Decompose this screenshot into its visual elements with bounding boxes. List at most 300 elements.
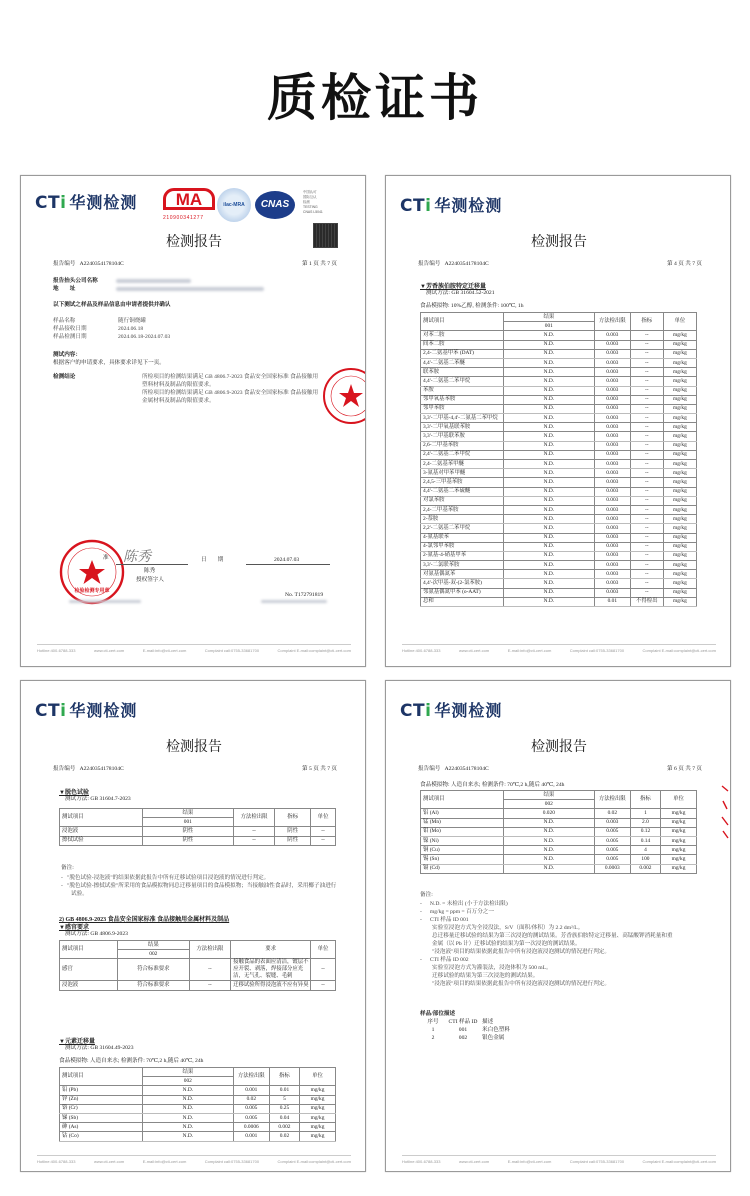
decolor-test-table bbox=[59, 808, 336, 846]
table-cell: -- bbox=[630, 386, 663, 395]
table-row bbox=[421, 855, 697, 864]
table-cell: mg/kg bbox=[663, 588, 696, 597]
table-cell: N.D. bbox=[503, 515, 594, 524]
table-row bbox=[421, 551, 697, 560]
header-cell: 单位 bbox=[311, 941, 336, 959]
table-cell: 0.003 bbox=[594, 414, 630, 423]
table-cell: 0.003 bbox=[594, 432, 630, 441]
table-cell: mg/kg bbox=[663, 496, 696, 505]
note-text: 实验室浸泡方式为全浸没法，S/V（面积/体积）为 2.2 dm²/L。 bbox=[432, 925, 584, 931]
table-cell: 浸泡液 bbox=[60, 981, 118, 990]
table-cell: N.D. bbox=[503, 579, 594, 588]
table-cell: 0.003 bbox=[594, 542, 630, 551]
section-title-sensory: ▼感官要求 bbox=[59, 925, 89, 931]
bullet: - bbox=[420, 909, 422, 915]
table-cell: 邻甲氧基苯胺 bbox=[421, 395, 504, 404]
header-cell: 指标 bbox=[630, 313, 663, 331]
header-cell: 测试项目 bbox=[60, 809, 143, 827]
table-cell: N.D. bbox=[503, 368, 594, 377]
note-line bbox=[420, 916, 661, 924]
table-cell: -- bbox=[630, 423, 663, 432]
table-cell: N.D. bbox=[503, 377, 594, 386]
table-cell: N.D. bbox=[142, 1086, 233, 1095]
table-cell: mg/kg bbox=[663, 478, 696, 487]
table-cell: mg/kg bbox=[300, 1132, 336, 1141]
table-cell: 2,4-二氨基甲苯 (DAT) bbox=[421, 349, 504, 358]
section-title-element: ▼元素迁移量 bbox=[59, 1039, 95, 1045]
header-cell: 测试项目 bbox=[60, 1068, 143, 1086]
address-redacted-2 bbox=[261, 600, 327, 603]
table-cell: -- bbox=[630, 432, 663, 441]
table-cell: mg/kg bbox=[663, 358, 696, 367]
table-cell: 4-氨基联苯 bbox=[421, 533, 504, 542]
sensory-method: 测试方法: GB 4806.9-2023 bbox=[65, 931, 128, 937]
table-row bbox=[421, 469, 697, 478]
table-cell: mg/kg bbox=[663, 349, 696, 358]
table-row bbox=[421, 496, 697, 505]
table-cell: -- bbox=[630, 524, 663, 533]
table-cell: 0.003 bbox=[594, 423, 630, 432]
report-title: 检测报告 bbox=[166, 739, 222, 755]
table-cell: mg/kg bbox=[661, 846, 697, 855]
table-cell: -- bbox=[630, 358, 663, 367]
table-cell: 0.0006 bbox=[233, 1123, 269, 1132]
note-line bbox=[420, 932, 673, 940]
table-cell: 0.002 bbox=[630, 864, 660, 873]
table-cell: 铝 (Al) bbox=[421, 809, 504, 818]
table-cell: 阴性 bbox=[142, 827, 233, 836]
table-cell: 间苯二胺 bbox=[421, 340, 504, 349]
table-cell: N.D. bbox=[503, 597, 594, 606]
table-cell: -- bbox=[630, 460, 663, 469]
table-cell: mg/kg bbox=[661, 864, 697, 873]
table-cell: mg/kg bbox=[663, 386, 696, 395]
table-cell: N.D. bbox=[503, 588, 594, 597]
report-no: 报告编号 A2240354178104C bbox=[418, 261, 489, 267]
table-cell: 0.003 bbox=[594, 368, 630, 377]
page-number: 第 4 页 共 7 页 bbox=[667, 261, 702, 267]
table-cell: mg/kg bbox=[663, 561, 696, 570]
table-cell: mg/kg bbox=[663, 395, 696, 404]
cti-logo: CTi 华测检测 bbox=[35, 701, 138, 721]
table-cell: 苯胺 bbox=[421, 386, 504, 395]
table-row bbox=[421, 533, 697, 542]
approve-label: 准 bbox=[103, 555, 109, 561]
header-cell: 结果 bbox=[503, 313, 594, 322]
table-cell: 0.005 bbox=[594, 855, 630, 864]
conclusion-text: 所检项目的检测结果满足 GB 4806.7-2023 食品安全国家标准 食品接触用 塑料材料及制品的限值要求。 所检项目的检测结果满足 GB 4806.9-2023 食品安全国家标准 食品接触用 金属材料及制品的限值要求。 bbox=[142, 374, 319, 404]
table-cell: -- bbox=[189, 959, 230, 981]
table-cell: -- bbox=[311, 959, 336, 981]
table-cell: 砷 (As) bbox=[60, 1123, 143, 1132]
header-cell: 单位 bbox=[663, 313, 696, 331]
table-cell: N.D. bbox=[503, 505, 594, 514]
table-cell: -- bbox=[311, 836, 336, 845]
table-cell: mg/kg bbox=[663, 404, 696, 413]
header-cell: 方法检出限 bbox=[594, 313, 630, 331]
table-cell: 0.003 bbox=[594, 358, 630, 367]
table-cell: 0.0003 bbox=[594, 864, 630, 873]
table-cell: mg/kg bbox=[663, 432, 696, 441]
table-cell: N.D. bbox=[503, 846, 594, 855]
table-cell: N.D. bbox=[503, 432, 594, 441]
page-number: 第 5 页 共 7 页 bbox=[302, 766, 337, 772]
header-cell: 序号 bbox=[427, 1019, 439, 1025]
table-cell: mg/kg bbox=[663, 450, 696, 459]
table-row bbox=[421, 386, 697, 395]
table-cell: 镉 (Cd) bbox=[421, 864, 504, 873]
sample-id-cell: 002 bbox=[142, 1077, 233, 1086]
table-row bbox=[421, 597, 697, 606]
table-cell: 邻氨基偶氮甲苯 (o-AAT) bbox=[421, 588, 504, 597]
table-header-row bbox=[60, 941, 336, 950]
table-cell: N.D. bbox=[503, 827, 594, 836]
note-text: "浸泡液"项目的结果依据此报告中所有浸泡液浸泡测试的情况进行判定。 bbox=[432, 949, 610, 955]
note-text: 金属（以 Pb 计）迁移试验的结果为第一次浸泡的测试结果。 bbox=[432, 941, 581, 947]
table-cell: -- bbox=[630, 487, 663, 496]
table-cell: 0.003 bbox=[594, 551, 630, 560]
table-cell: 3-氨基对甲苯甲醚 bbox=[421, 469, 504, 478]
table-cell: 0.001 bbox=[233, 1132, 269, 1141]
table-cell: 钼 (Mo) bbox=[421, 827, 504, 836]
table-cell: 5 bbox=[269, 1095, 299, 1104]
table-cell: 2,6-二甲基苯胺 bbox=[421, 441, 504, 450]
header-cell: 要求 bbox=[231, 941, 311, 959]
table-cell: 锡 (Sn) bbox=[421, 855, 504, 864]
footer: Hotline:400-6788-333 www.cti-cert.com E-mail:info@cti-cert.com Complaint call:0755-33681700 Complaint E-mail:complaint@cti-cert.com bbox=[402, 1155, 716, 1164]
header-cell: 测试项目 bbox=[421, 313, 504, 331]
table-row bbox=[60, 959, 336, 981]
address-label: 地 址 bbox=[53, 286, 76, 292]
cti-logo: CTi 华测检测 bbox=[400, 196, 503, 216]
table-row bbox=[421, 827, 697, 836]
table-row bbox=[421, 331, 697, 340]
table-cell: -- bbox=[311, 827, 336, 836]
table-row bbox=[421, 515, 697, 524]
table-cell: 感官 bbox=[60, 959, 118, 981]
table-cell: mg/kg bbox=[663, 505, 696, 514]
table-cell: -- bbox=[630, 331, 663, 340]
report-no: 报告编号 A2240354178104C bbox=[418, 766, 489, 772]
cma-number: 210900341277 bbox=[163, 215, 204, 221]
sample-list bbox=[422, 1018, 542, 1042]
issue-date: 2024.07.03 bbox=[274, 557, 300, 563]
simulant-info: 食品模拟物: 人造自来水; 检测条件: 70℃,2 h,随后 40℃, 24h bbox=[420, 782, 565, 788]
table-cell: 阴性 bbox=[275, 836, 311, 845]
table-row bbox=[421, 358, 697, 367]
note-line bbox=[420, 924, 661, 932]
signer-role: 授权签字人 bbox=[136, 577, 164, 583]
note-text: CTI 样品 ID 002 bbox=[429, 957, 469, 963]
table-cell: 铜 (Cu) bbox=[421, 846, 504, 855]
color-method: 测试方法: GB 31604.7-2023 bbox=[65, 796, 131, 802]
table-cell: 铬 (Cr) bbox=[60, 1104, 143, 1113]
table-cell: 0.003 bbox=[594, 377, 630, 386]
table-cell: 0.003 bbox=[594, 340, 630, 349]
table-cell: 接触食品的表面应清洁，镀层不应开裂、剥落，焊接部分应光洁，无气孔、裂缝、毛刺 bbox=[231, 959, 311, 981]
table-cell: N.D. bbox=[503, 478, 594, 487]
report-title: 检测报告 bbox=[531, 739, 587, 755]
table-cell: -- bbox=[630, 505, 663, 514]
table-cell: 002 bbox=[458, 1035, 468, 1041]
table-cell: 阴性 bbox=[142, 836, 233, 845]
content-label: 测试内容： bbox=[53, 352, 81, 358]
bullet: - bbox=[420, 917, 422, 923]
table-cell: mg/kg bbox=[300, 1104, 336, 1113]
section-title: ▼芳香族伯胺特定迁移量 bbox=[420, 284, 486, 290]
table-row bbox=[421, 588, 697, 597]
table-cell: 锌 (Zn) bbox=[60, 1095, 143, 1104]
table-cell: -- bbox=[630, 542, 663, 551]
table-cell: mg/kg bbox=[661, 818, 697, 827]
note-text: CTI 样品 ID 001 bbox=[429, 917, 469, 923]
table-row bbox=[421, 505, 697, 514]
table-cell: 2-氨基-4-硝基甲苯 bbox=[421, 551, 504, 560]
note-line bbox=[420, 972, 661, 980]
header-cell: CTI 样品 ID bbox=[448, 1019, 478, 1025]
table-cell: 3,3'-二甲氧基联苯胺 bbox=[421, 423, 504, 432]
table-cell: 0.003 bbox=[594, 386, 630, 395]
table-cell: N.D. bbox=[142, 1132, 233, 1141]
table-cell: 米白色塑料 bbox=[482, 1027, 510, 1033]
page-number: 第 1 页 共 7 页 bbox=[302, 261, 337, 267]
table-header-row bbox=[421, 791, 697, 800]
table-cell: 0.003 bbox=[594, 331, 630, 340]
table-cell: N.D. bbox=[503, 404, 594, 413]
header-cell: 描述 bbox=[482, 1019, 494, 1025]
stamp-text: 检验检测专用章 bbox=[74, 589, 110, 594]
table-cell: 锑 (Sb) bbox=[60, 1113, 143, 1122]
table-cell: mg/kg bbox=[663, 597, 696, 606]
element-migration-table-2 bbox=[420, 790, 697, 874]
table-cell: N.D. bbox=[503, 460, 594, 469]
table-cell: N.D. bbox=[503, 818, 594, 827]
test-method: 测试方法: GB 31604.52-2021 bbox=[426, 290, 495, 296]
sample-id-cell: 002 bbox=[117, 950, 189, 959]
sample-info: 样品名称 随行铜烧罐 样品接收日期 2024.06.18 样品检测日期 2024.06.18-2024.07.03 bbox=[53, 318, 171, 340]
table-cell: 邻甲苯胺 bbox=[421, 404, 504, 413]
table-cell: 0.003 bbox=[594, 579, 630, 588]
table-row bbox=[60, 981, 336, 990]
table-cell: 0.25 bbox=[269, 1104, 299, 1113]
stamp-icon bbox=[321, 366, 366, 426]
table-cell: 符合标准要求 bbox=[117, 959, 189, 981]
table-cell: N.D. bbox=[503, 349, 594, 358]
table-cell: mg/kg bbox=[661, 855, 697, 864]
table-row bbox=[421, 460, 697, 469]
table-cell: 0.003 bbox=[594, 404, 630, 413]
content-text: 根据客户的申请要求，具体要求详见下一页。 bbox=[53, 360, 165, 366]
table-cell: -- bbox=[630, 478, 663, 487]
report-page-4 bbox=[385, 175, 731, 667]
table-cell: N.D. bbox=[503, 331, 594, 340]
table-cell: -- bbox=[630, 533, 663, 542]
table-row bbox=[421, 404, 697, 413]
cma-logo: MA bbox=[163, 188, 215, 210]
table-cell: mg/kg bbox=[663, 487, 696, 496]
table-cell: 0.003 bbox=[594, 460, 630, 469]
table-row bbox=[421, 349, 697, 358]
table-cell: 0.02 bbox=[594, 809, 630, 818]
table-cell: N.D. bbox=[503, 496, 594, 505]
table-cell: 浸泡液 bbox=[60, 827, 143, 836]
standard-heading: 2) GB 4806.9-2023 食品安全国家标准 食品接触用金属材料及制品 bbox=[59, 917, 230, 923]
table-cell: N.D. bbox=[503, 561, 594, 570]
table-cell: -- bbox=[630, 588, 663, 597]
table-cell: 0.020 bbox=[503, 809, 594, 818]
table-cell: N.D. bbox=[503, 524, 594, 533]
table-cell: 1 bbox=[431, 1027, 435, 1033]
table-cell: mg/kg bbox=[663, 469, 696, 478]
table-cell: 0.02 bbox=[233, 1095, 269, 1104]
table-cell: 2,4,5-三甲基苯胺 bbox=[421, 478, 504, 487]
table-cell: N.D. bbox=[503, 855, 594, 864]
report-page-5 bbox=[20, 680, 366, 1172]
table-row bbox=[421, 368, 697, 377]
table-cell: 3,3'-二甲基联苯胺 bbox=[421, 432, 504, 441]
table-cell: 符合标准要求 bbox=[117, 981, 189, 990]
table-cell: mg/kg bbox=[663, 533, 696, 542]
table-row bbox=[60, 1113, 336, 1122]
table-row bbox=[60, 1095, 336, 1104]
table-cell: mg/kg bbox=[663, 515, 696, 524]
report-page-1 bbox=[20, 175, 366, 667]
table-cell: mg/kg bbox=[661, 809, 697, 818]
note-line bbox=[420, 940, 661, 948]
table-cell: 100 bbox=[630, 855, 660, 864]
table-cell: 2 bbox=[431, 1035, 435, 1041]
table-cell: 对氯苯胺 bbox=[421, 496, 504, 505]
table-cell: N.D. bbox=[503, 450, 594, 459]
table-cell: mg/kg bbox=[663, 460, 696, 469]
table-cell: 铅 (Pb) bbox=[60, 1086, 143, 1095]
table-cell: -- bbox=[233, 827, 274, 836]
note-text: mg/kg = ppm = 百万分之一 bbox=[429, 909, 494, 915]
table-row bbox=[421, 524, 697, 533]
table-cell: -- bbox=[630, 377, 663, 386]
sensory-table bbox=[59, 940, 336, 991]
table-cell: 0.003 bbox=[594, 441, 630, 450]
table-cell: N.D. bbox=[142, 1123, 233, 1132]
table-cell: N.D. bbox=[142, 1095, 233, 1104]
table-cell: 3,3'-二甲基-4,4'-二氨基二苯甲烷 bbox=[421, 414, 504, 423]
date-label: 日 期 bbox=[201, 557, 224, 563]
table-cell: 0.005 bbox=[594, 846, 630, 855]
table-cell: 0.003 bbox=[594, 524, 630, 533]
table-cell: -- bbox=[630, 414, 663, 423]
table-cell: mg/kg bbox=[663, 570, 696, 579]
table-row bbox=[421, 570, 697, 579]
note-text: "浸泡液"项目的结果依据此报告中所有浸泡液浸泡测试的情况进行判定。 bbox=[432, 981, 610, 987]
table-cell: 0.002 bbox=[269, 1123, 299, 1132]
table-row bbox=[421, 809, 697, 818]
table-row bbox=[421, 542, 697, 551]
table-cell: 0.003 bbox=[594, 450, 630, 459]
table-cell: mg/kg bbox=[663, 423, 696, 432]
table-cell: -- bbox=[630, 515, 663, 524]
footer: Hotline:400-6788-333 www.cti-cert.com E-mail:info@cti-cert.com Complaint call:0755-33681700 Complaint E-mail:complaint@cti-cert.com bbox=[402, 644, 716, 653]
table-row bbox=[421, 864, 697, 873]
note-line bbox=[420, 900, 661, 908]
table-cell: 0.003 bbox=[594, 349, 630, 358]
handwritten-signature: 陈秀 bbox=[123, 549, 151, 565]
table-cell: 0.003 bbox=[594, 478, 630, 487]
page-number: 第 6 页 共 7 页 bbox=[667, 766, 702, 772]
header-cell: 单位 bbox=[661, 791, 697, 809]
date-line bbox=[246, 564, 330, 565]
table-cell: N.D. bbox=[503, 423, 594, 432]
header-cell: 单位 bbox=[311, 809, 336, 827]
header-cell: 结果 bbox=[142, 809, 233, 818]
table-cell: 0.02 bbox=[269, 1132, 299, 1141]
table-cell: 迁移试验所得浸泡液不应有异臭 bbox=[231, 981, 311, 990]
note-text: 迁移试验的结果为第三次浸泡的测试结果。 bbox=[432, 973, 539, 979]
table-cell: N.D. bbox=[503, 358, 594, 367]
table-cell: 0.003 bbox=[594, 570, 630, 579]
sample-id-cell: 002 bbox=[503, 800, 594, 809]
table-cell: N.D. bbox=[503, 340, 594, 349]
table-cell: -- bbox=[630, 579, 663, 588]
table-cell: 4,4'-次甲基-双-(2-氯苯胺) bbox=[421, 579, 504, 588]
table-cell: 总和 bbox=[421, 597, 504, 606]
table-cell: N.D. bbox=[142, 1104, 233, 1113]
table-cell: 0.003 bbox=[594, 505, 630, 514]
table-cell: N.D. bbox=[503, 487, 594, 496]
note-line bbox=[420, 964, 661, 972]
cti-logo: CTi 华测检测 bbox=[400, 701, 503, 721]
table-cell: mg/kg bbox=[300, 1095, 336, 1104]
table-cell: 0.005 bbox=[233, 1113, 269, 1122]
table-cell: N.D. bbox=[503, 836, 594, 845]
client-name-redacted bbox=[116, 279, 191, 283]
table-cell: -- bbox=[233, 836, 274, 845]
header-cell: 测试项目 bbox=[421, 791, 504, 809]
table-cell: 0.003 bbox=[594, 395, 630, 404]
table-row bbox=[421, 414, 697, 423]
table-cell: -- bbox=[630, 570, 663, 579]
table-cell: 0.003 bbox=[594, 469, 630, 478]
report-title: 检测报告 bbox=[531, 234, 587, 250]
table-cell: 3,3'-二氯联苯胺 bbox=[421, 561, 504, 570]
table-cell: 0.003 bbox=[594, 533, 630, 542]
table-cell: 0.005 bbox=[594, 836, 630, 845]
signer-name: 陈秀 bbox=[144, 568, 156, 574]
table-cell: 4 bbox=[630, 846, 660, 855]
table-cell: 0.003 bbox=[594, 487, 630, 496]
sample-row bbox=[422, 1026, 542, 1034]
header-cell: 指标 bbox=[630, 791, 660, 809]
table-cell: 0.12 bbox=[630, 827, 660, 836]
table-cell: mg/kg bbox=[661, 836, 697, 845]
table-row bbox=[421, 432, 697, 441]
conclusion-label: 检测结论 bbox=[53, 374, 76, 380]
table-cell: -- bbox=[189, 981, 230, 990]
table-row bbox=[421, 377, 697, 386]
element-method: 测试方法: GB 31604.49-2023 bbox=[65, 1045, 134, 1051]
table-cell: -- bbox=[630, 349, 663, 358]
table-cell: -- bbox=[630, 404, 663, 413]
note-text: 实验室浸泡方式为灌装法，浸泡体积为 500 mL。 bbox=[432, 965, 552, 971]
table-cell: N.D. bbox=[503, 570, 594, 579]
table-cell: 0.003 bbox=[594, 561, 630, 570]
header-cell: 指标 bbox=[275, 809, 311, 827]
table-row bbox=[421, 579, 697, 588]
notes: - "脱色试验-浸泡液"的结果依据此报告中所有迁移试验项目浸泡液的情况进行判定。 - "脱色试验-擦拭试验"所采用的食品模拟物同总迁移量项目的食品模拟物；当接触油性食品时，采用椰子油进行试验。 bbox=[61, 875, 337, 897]
table-row bbox=[60, 1086, 336, 1095]
table-cell: N.D. bbox=[503, 386, 594, 395]
table-cell: 2-萘胺 bbox=[421, 515, 504, 524]
table-row bbox=[60, 836, 336, 845]
